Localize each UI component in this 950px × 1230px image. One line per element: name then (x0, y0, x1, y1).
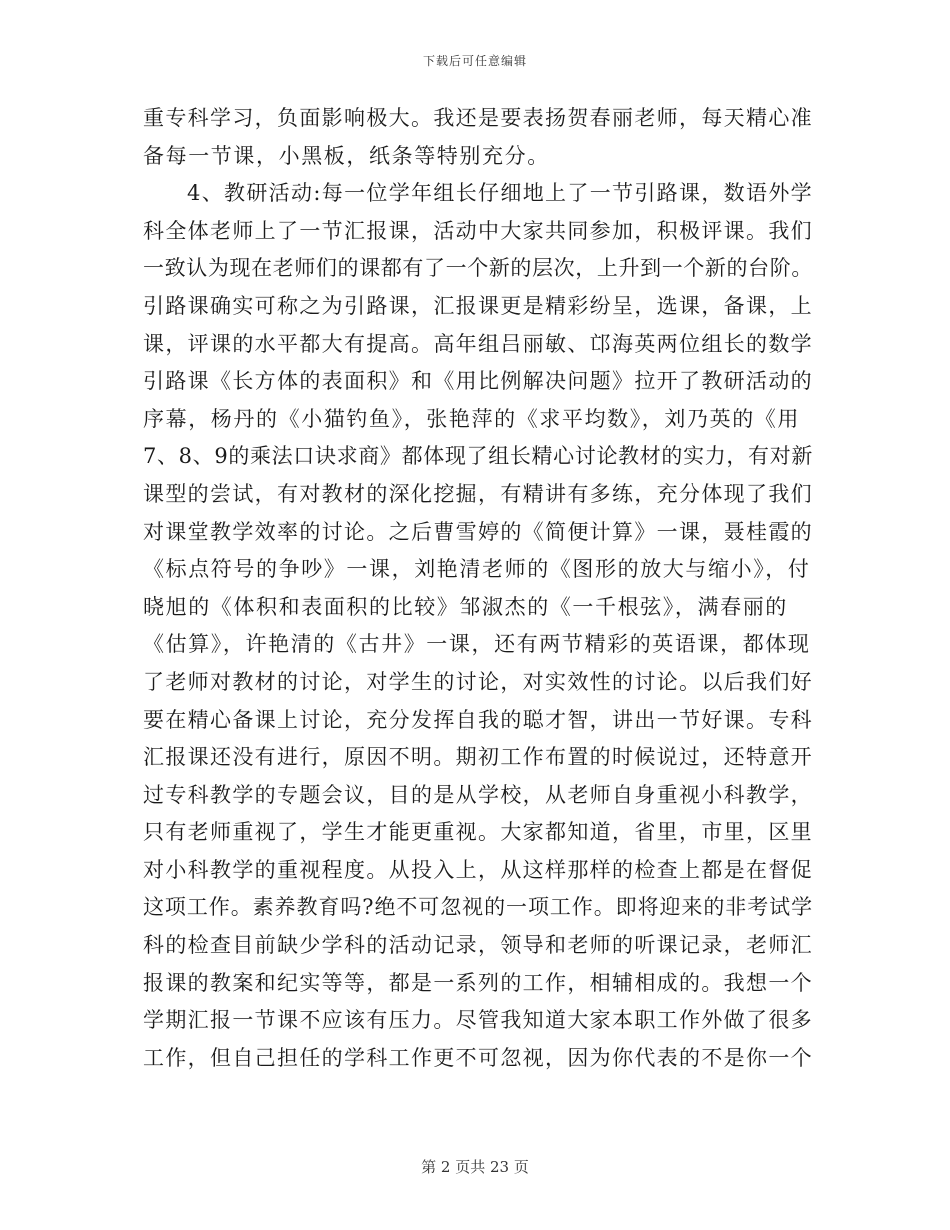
document-body (143, 100, 813, 1077)
text-line: 要在精心备课上讨论，充分发挥自我的聪才智，讲出一节好课。专科 (143, 707, 813, 732)
text-line: 重专科学习，负面影响极大。我还是要表扬贺春丽老师，每天精心准 (143, 106, 813, 130)
page-header-note: 下载后可任意编辑 (422, 54, 527, 68)
text-line: 引路课确实可称之为引路课，汇报课更是精彩纷呈，选课，备课，上 (143, 293, 813, 318)
text-line: 了老师对教材的讨论，对学生的讨论，对实效性的讨论。以后我们好 (143, 669, 813, 694)
text-line: 对课堂教学效率的讨论。之后曹雪婷的《简便计算》一课，聂桂霞的 (143, 519, 813, 544)
text-line: 这项工作。素养教育吗?绝不可忽视的一项工作。即将迎来的非考试学 (143, 895, 813, 920)
page-footer-number: 第 2 页共 23 页 (421, 1158, 529, 1176)
text-line: 《标点符号的争吵》一课，刘艳清老师的《图形的放大与缩小》，付 (143, 557, 811, 582)
text-line: 备每一节课，小黑板，纸条等特别充分。 (143, 143, 550, 168)
text-line: 《估算》，许艳清的《古井》一课，还有两节精彩的英语课，都体现 (143, 632, 811, 657)
text-line: 4、教研活动:每一位学年组长仔细地上了一节引路课，数语外学 (187, 181, 813, 206)
text-line: 一致认为现在老师们的课都有了一个新的层次，上升到一个新的台阶。 (143, 256, 813, 281)
text-line: 过专科教学的专题会议，目的是从学校，从老师自身重视小科教学， (143, 782, 813, 807)
text-line: 序幕，杨丹的《小猫钓鱼》，张艳萍的《求平均数》，刘乃英的《用 (143, 406, 800, 431)
text-line: 只有老师重视了，学生才能更重视。大家都知道，省里，市里，区里 (143, 820, 813, 845)
text-line: 汇报课还没有进行，原因不明。期初工作布置的时候说过，还特意开 (143, 745, 813, 770)
text-line: 课，评课的水平都大有提高。高年组吕丽敏、邙海英两位组长的数学 (143, 331, 813, 356)
text-line: 课型的尝试，有对教材的深化挖掘，有精讲有多练，充分体现了我们 (143, 481, 813, 506)
text-line: 引路课《长方体的表面积》和《用比例解决问题》拉开了教研活动的 (143, 369, 813, 394)
text-line: 科全体老师上了一节汇报课，活动中大家共同参加，积极评课。我们 (143, 218, 813, 243)
text-line: 晓旭的《体积和表面积的比较》邹淑杰的《一千根弦》，满春丽的 (143, 594, 788, 619)
text-line: 对小科教学的重视程度。从投入上，从这样那样的检查上都是在督促 (143, 857, 813, 882)
text-line: 报课的教案和纪实等等，都是一系列的工作，相辅相成的。我想一个 (143, 970, 813, 995)
text-line: 科的检查目前缺少学科的活动记录，领导和老师的听课记录，老师汇 (143, 933, 813, 958)
text-line: 7、8、9的乘法口诀求商》都体现了组长精心讨论教材的实力，有对新 (143, 444, 813, 469)
text-line: 学期汇报一节课不应该有压力。尽管我知道大家本职工作外做了很多 (143, 1008, 813, 1033)
text-line: 工作，但自己担任的学科工作更不可忽视，因为你代表的不是你一个 (143, 1045, 813, 1070)
